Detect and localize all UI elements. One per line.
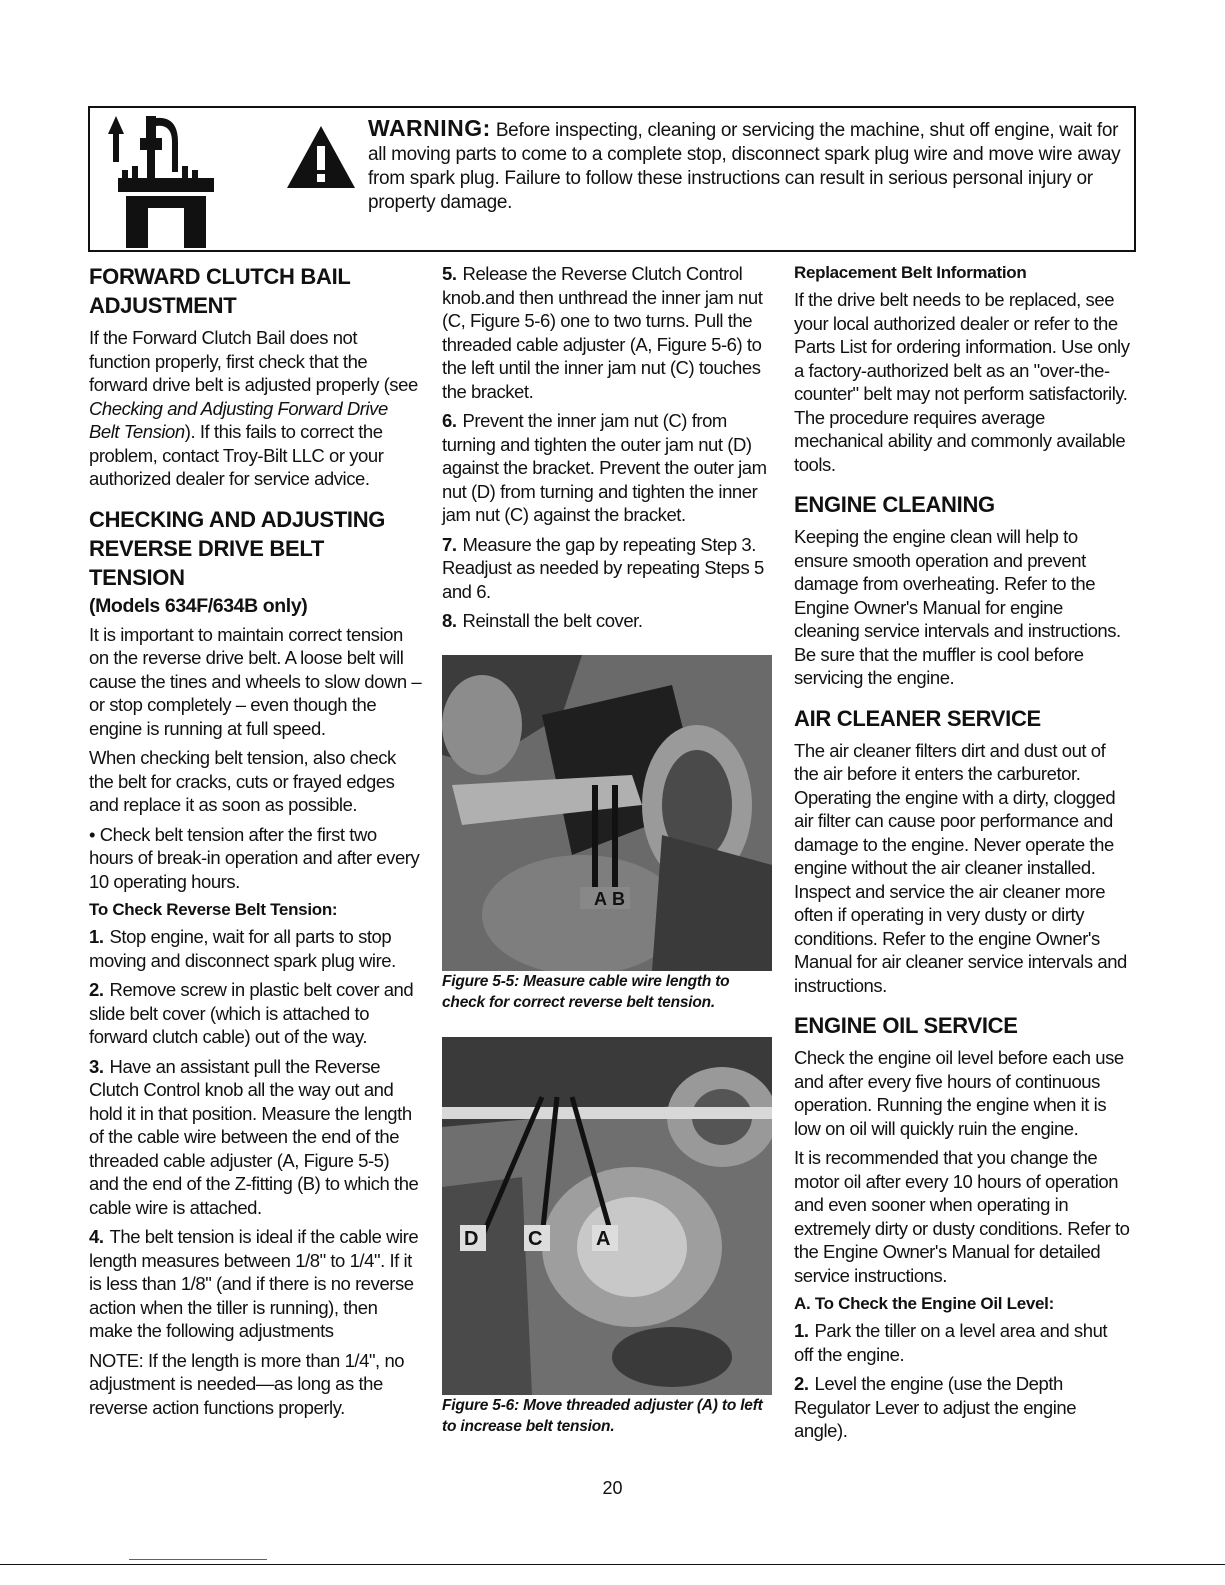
step-5: 5. Release the Reverse Clutch Control knob.and then unthread the inner jam nut (C, Figure 5-6) one to two turns. Pull the threaded cable adjuster (A, Figure 5-6) to the left until the inner jam nut (C) touches the bracket. (442, 263, 763, 402)
fig2-label-d: D (464, 1227, 478, 1250)
belt-inspection-paragraph: When checking belt tension, also check the belt for cracks, cuts or frayed edges and replace it as soon as possible. (89, 747, 396, 815)
cable-adjuster-photo (442, 1037, 772, 1395)
heading-replacement-belt: Replacement Belt Information (794, 263, 1027, 282)
heading-models: (Models 634F/634B only) (89, 594, 308, 617)
step-1: 1. Stop engine, wait for all parts to stop moving and disconnect spark plug wire. (89, 926, 396, 971)
step-7: 7. Measure the gap by repeating Step 3. Readjust as needed by repeating Steps 5 and 6. (442, 533, 764, 602)
warning-body: Before inspecting, cleaning or servicing the machine, shut off engine, wait for all moving parts to come to a complete stop, disconnect spark plug wire and move wire away from spark plug. Failure to follow these instructions can result in serious personal injury or property damage. (368, 120, 1121, 213)
note-paragraph: NOTE: If the length is more than 1/4", no adjustment is needed—as long as the reverse action functions properly. (89, 1349, 405, 1418)
warning-title: WARNING: (368, 115, 491, 141)
figure-5-6-photo (442, 1037, 772, 1395)
figure-5-5-photo (442, 655, 772, 971)
fig2-label-a: A (596, 1227, 610, 1250)
cross-reference: Checking and Adjusting Forward Drive Belt Tension (89, 397, 388, 442)
heading-forward-clutch: FORWARD CLUTCH BAIL ADJUSTMENT (89, 264, 351, 318)
step-8: 8. Reinstall the belt cover. (442, 610, 643, 631)
fig1-label-b: B (612, 888, 625, 909)
step-6: 6. Prevent the inner jam nut (C) from turning and tighten the outer jam nut (D) against the bracket. Prevent the outer jam nut (D) from turning and tighten the inner jam nut (C) against the bracket. (442, 410, 767, 525)
figure-5-5-caption: Figure 5-5: Measure cable wire length to check for correct reverse belt tension. (442, 972, 730, 1011)
column-2 (442, 262, 776, 1443)
column-3 (794, 262, 1130, 1449)
fig1-label-a: A (594, 888, 607, 909)
heading-engine-oil: ENGINE OIL SERVICE (794, 1013, 1018, 1038)
fig2-label-c: C (528, 1227, 542, 1250)
step-4: 4. The belt tension is ideal if the cable wire length measures between 1/8" to 1/4". If it is less than 1/8" (and if there is no reverse action when the tiller is running), then make the following adjustments (89, 1226, 419, 1341)
engine-oil-paragraph-1: Check the engine oil level before each use and after every five hours of continuous operation. Running the engine when it is low on oil will quickly ruin the engine. (794, 1047, 1124, 1139)
heading-check-oil-level: A. To Check the Engine Oil Level: (794, 1294, 1054, 1313)
heading-air-cleaner: AIR CLEANER SERVICE (794, 705, 1041, 731)
oil-step-1: 1. Park the tiller on a level area and shut off the engine. (794, 1320, 1108, 1365)
reverse-belt-paragraph: It is important to maintain correct tension on the reverse drive belt. A loose belt will cause the tines and wheels to slow down – or stop completely – even though the engine is running at full speed. (89, 623, 422, 739)
step-3: 3. Have an assistant pull the Reverse Clutch Control knob all the way out and hold it in that position. Measure the length of the cable wire between the end of the threaded cable adjuster (A, Figure 5-5) and the end of the Z-fitting (B) to which the cable wire is attached. (89, 1055, 419, 1218)
heading-engine-cleaning: ENGINE CLEANING (794, 492, 995, 517)
engine-cleaning-paragraph: Keeping the engine clean will help to ensure smooth operation and prevent damage from overheating. Refer to the Engine Owner's Manual for engine cleaning service intervals and instructions. Be sure that the muffler is cool before servicing the engine. (794, 526, 1121, 688)
warning-text (368, 116, 1128, 215)
heading-reverse-belt: CHECKING AND ADJUSTING REVERSE DRIVE BELT TENSION (89, 506, 386, 590)
warning-box (88, 106, 1136, 252)
heading-check-reverse: To Check Reverse Belt Tension: (89, 900, 338, 919)
bullet-check-interval: • Check belt tension after the first two hours of break-in operation and after every 10 operating hours. (89, 823, 420, 892)
bottom-link-underline (129, 1559, 267, 1560)
replacement-belt-paragraph: If the drive belt needs to be replaced, see your local authorized dealer or refer to the Parts List for ordering information. Use only a factory-authorized belt as an "over-the-counter" belt may not perform satisfactorily. The procedure requires average mechanical ability and commonly available tools. (794, 289, 1130, 475)
step-2: 2. Remove screw in plastic belt cover and slide belt cover (which is attached to forward clutch cable) out of the way. (89, 979, 414, 1047)
page-number: 20 (602, 1478, 623, 1498)
air-cleaner-paragraph: The air cleaner filters dirt and dust out of the air before it enters the carburetor. Operating the engine with a dirty, clogged air filter can cause poor performance and damage to the engine. Never operate the engine without the air cleaner installed. Inspect and service the air cleaner more often if operating in very dusty or dirty conditions. Refer to the engine Owner's Manual for air cleaner service intervals and instructions. (794, 739, 1127, 996)
figure-5-6-caption: Figure 5-6: Move threaded adjuster (A) to left to increase belt tension. (442, 1396, 763, 1435)
engine-oil-paragraph-2: It is recommended that you change the motor oil after every 10 hours of operation and even sooner when operating in extremely dirty or dusty conditions. Refer to the Engine Owner's Manual for detailed service instructions. (794, 1147, 1130, 1286)
spark-plug-disconnect-icon (96, 112, 256, 248)
bottom-rule (0, 1564, 1225, 1565)
forward-clutch-paragraph: If the Forward Clutch Bail does not function properly, first check that the forward drive belt is adjusted properly (see Checking and Adjusting Forward Drive Belt Tension). If this fails to correct the problem, contact Troy-Bilt LLC or your authorized dealer for service advice. (89, 327, 418, 489)
warning-triangle-icon (285, 124, 357, 190)
column-1 (89, 262, 422, 1425)
engine-belt-photo (442, 655, 772, 971)
oil-step-2: 2. Level the engine (use the Depth Regulator Lever to adjust the engine angle). (794, 1373, 1077, 1441)
